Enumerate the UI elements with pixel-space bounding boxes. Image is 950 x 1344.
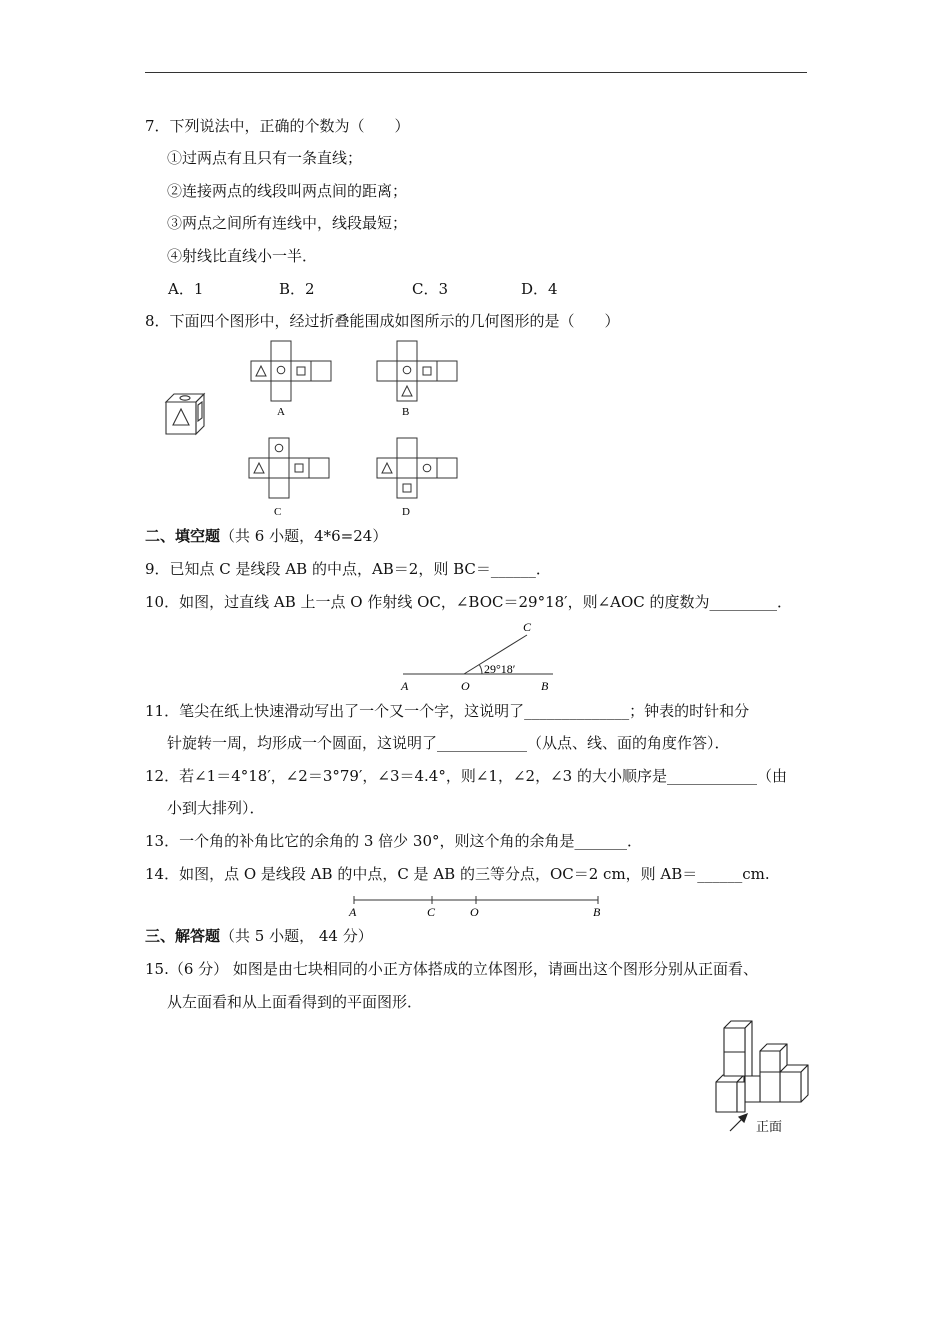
q7-option-a: A．1 <box>168 280 204 298</box>
q7-stem: 7．下列说法中，正确的个数为（ ） <box>145 117 410 135</box>
q10-label-c: C <box>523 620 532 634</box>
q8-label-a: A <box>277 406 285 418</box>
q8-label-b-svg <box>398 404 418 418</box>
q10-figure <box>398 618 558 692</box>
q8-net-d <box>376 437 458 499</box>
q15-line1: 15.（6 分） 如图是由七块相同的小正方体搭成的立体图形，请画出这个图形分别从正面看、 <box>145 960 758 978</box>
q12-line2: 小到大排列）． <box>167 799 265 817</box>
q7-option-c: C．3 <box>412 280 449 298</box>
q7-statement-4: ④射线比直线小一半． <box>167 247 318 265</box>
q14-label-b: B <box>593 905 601 919</box>
q14-label-o: O <box>470 905 479 919</box>
q11-line1: 11．笔尖在纸上快速滑动写出了一个又一个字，这说明了______________；钟表的时针和分 <box>145 702 750 720</box>
q8-net-b <box>376 340 458 402</box>
section3-title: 三、解答题 <box>145 927 221 945</box>
q9-text: 9．已知点 C 是线段 AB 的中点，AB＝2，则 BC＝______． <box>145 560 551 578</box>
q14-label-a: A <box>349 905 357 919</box>
section2-title: 二、填空题 <box>145 527 221 545</box>
q10-label-a: A <box>401 679 409 693</box>
section2-note: （共 6 小题，4*6=24） <box>220 527 388 545</box>
q10-text: 10．如图，过直线 AB 上一点 O 作射线 OC，∠BOC＝29°18′，则∠AOC 的度数为_________． <box>145 593 793 611</box>
q8-net-c <box>248 437 330 499</box>
q8-label-d-svg <box>398 504 418 518</box>
q7-statement-1: ①过两点有且只有一条直线； <box>167 149 363 167</box>
q8-cube-figure <box>160 388 212 440</box>
q8-net-a <box>250 340 332 402</box>
q8-label-a-svg <box>272 404 292 418</box>
q8-label-c-svg <box>270 504 290 518</box>
q12-line1: 12．若∠1＝4°18′，∠2＝3°79′，∠3＝4.4°，则∠1，∠2，∠3 的大小顺序是____________（由 <box>145 767 787 785</box>
q8-label-d: D <box>402 506 410 518</box>
q14-text: 14．如图，点 O 是线段 AB 的中点，C 是 AB 的三等分点，OC＝2 cm，则 AB＝______cm. <box>145 865 770 883</box>
section3-heading <box>145 926 373 946</box>
q8-label-c: C <box>274 506 282 518</box>
q8-label-b: B <box>402 406 410 418</box>
q15-line2: 从左面看和从上面看得到的平面图形． <box>167 993 423 1011</box>
q14-figure <box>346 893 606 919</box>
header-rule <box>145 72 807 73</box>
q11-line2: 针旋转一周，均形成一个圆面，这说明了____________（从点、线、面的角度作答）． <box>167 734 730 752</box>
section2-heading <box>145 526 387 546</box>
q10-label-b: B <box>541 679 549 693</box>
q8-stem: 8．下面四个图形中，经过折叠能围成如图所示的几何图形的是（ ） <box>145 312 620 330</box>
q10-label-o: O <box>461 679 470 693</box>
q7-option-d: D．4 <box>521 280 558 298</box>
q15-front-label: 正面 <box>756 1120 783 1135</box>
q14-label-c: C <box>427 905 436 919</box>
q10-angle-label: 29°18′ <box>484 662 516 676</box>
q13-text: 13．一个角的补角比它的余角的 3 倍少 30°，则这个角的余角是_______． <box>145 832 643 850</box>
q7-statement-3: ③两点之间所有连线中，线段最短； <box>167 214 408 232</box>
section3-note: （共 5 小题， 44 分） <box>220 927 373 945</box>
q7-option-b: B．2 <box>279 280 315 298</box>
q7-statement-2: ②连接两点的线段叫两点间的距离； <box>167 182 408 200</box>
